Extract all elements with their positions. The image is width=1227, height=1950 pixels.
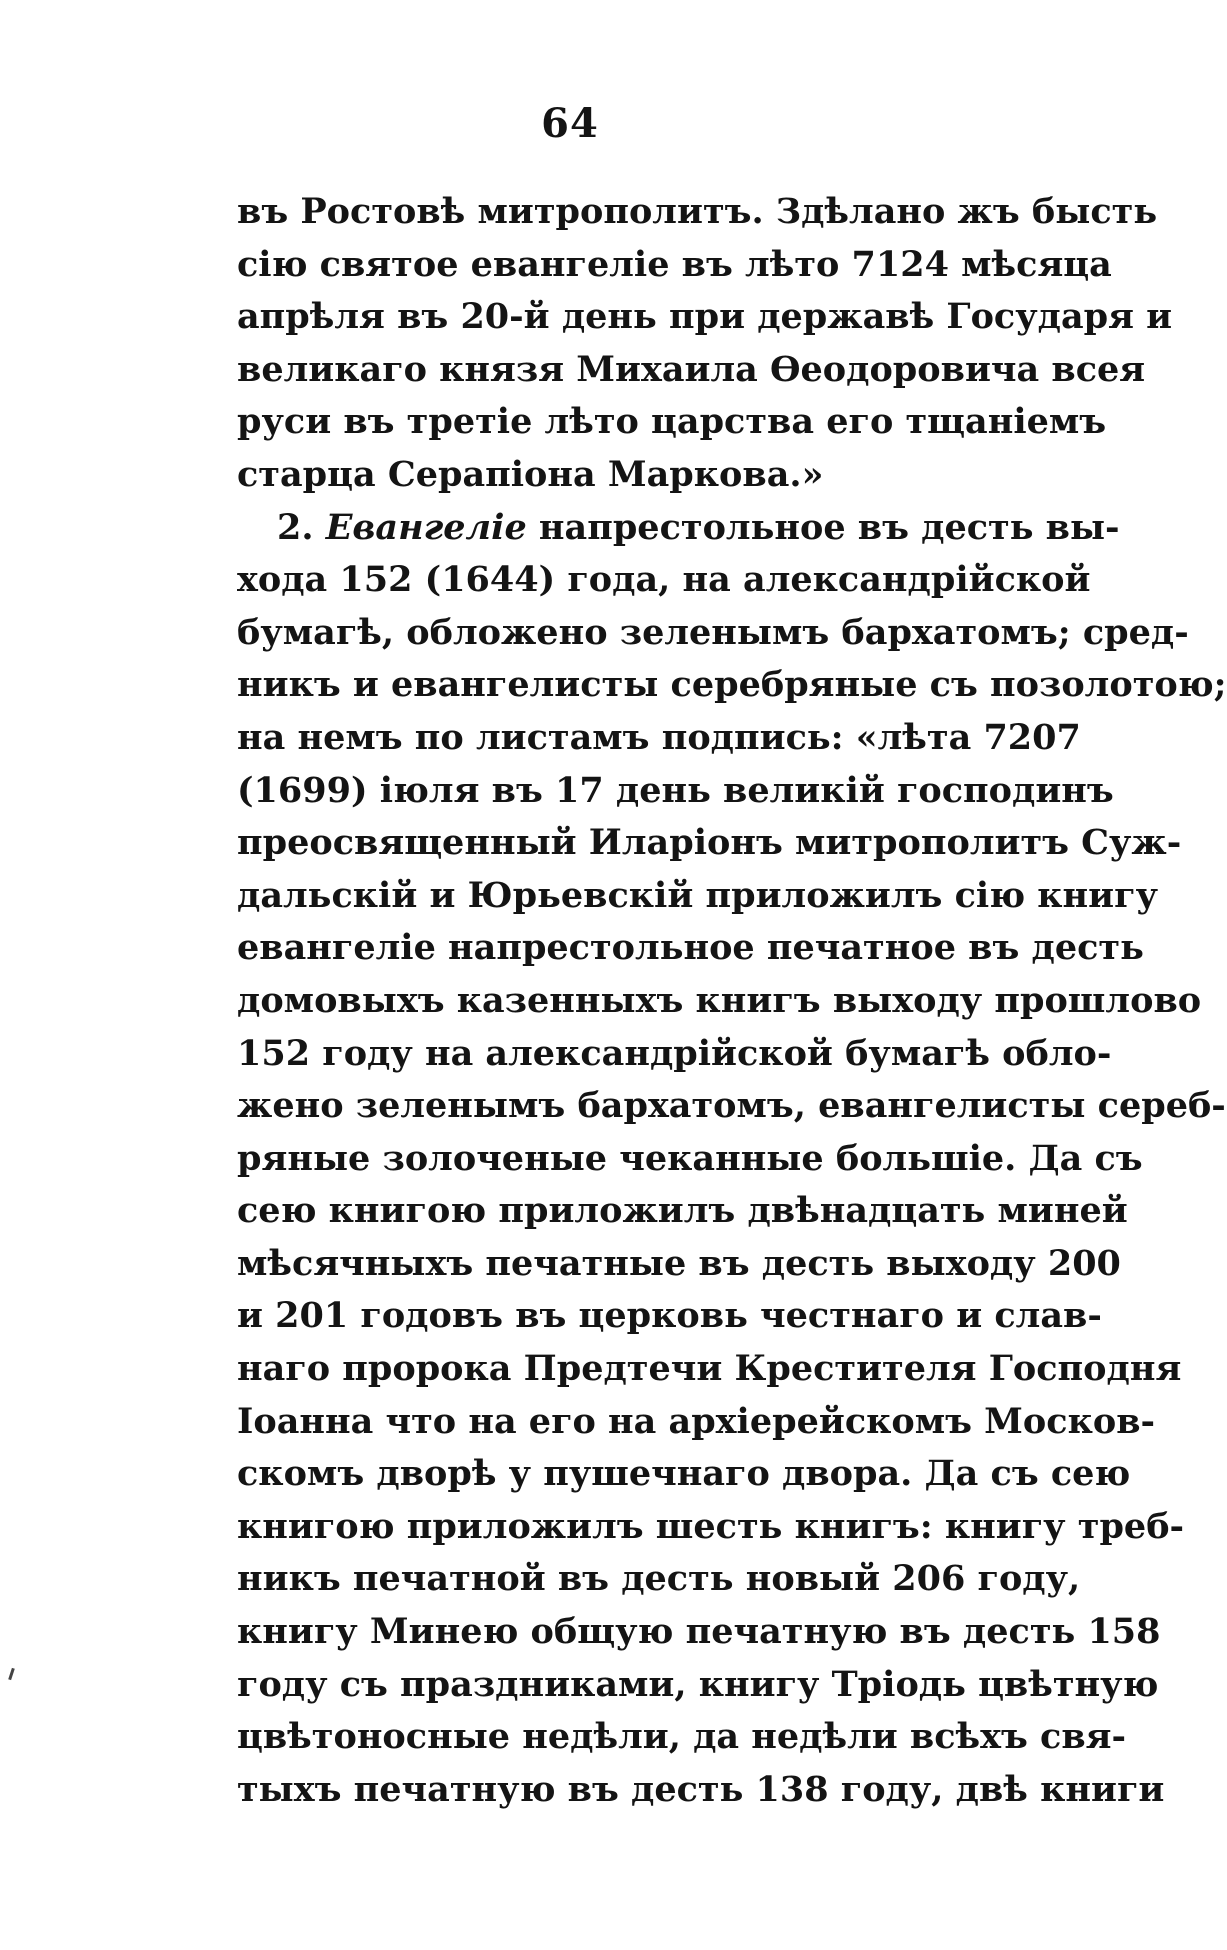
text-line: цвѣтоносные недѣли, да недѣли всѣхъ свя-: [237, 1716, 1127, 1758]
text-line: великаго князя Михаила Өеодоровича всея: [237, 348, 1146, 390]
page-number: 64: [541, 100, 599, 147]
text-line: мѣсячныхъ печатные въ десть выходу 200: [237, 1242, 1121, 1284]
text-line: хода 152 (1644) года, на александрійской: [237, 559, 1091, 601]
text-line: тыхъ печатную въ десть 138 году, двѣ книги: [237, 1768, 1165, 1810]
text-line: наго пророка Предтечи Крестителя Господня: [237, 1348, 1182, 1390]
text-line: апрѣля въ 20-й день при державѣ Государя и: [237, 296, 1173, 338]
text-line: никъ и евангелисты серебряные съ позолотою;: [237, 664, 1227, 706]
text-line: никъ печатной въ десть новый 206 году,: [237, 1558, 1081, 1600]
text-line: сею книгою приложилъ двѣнадцать миней: [237, 1190, 1128, 1232]
text-line: бумагѣ, обложено зеленымъ бархатомъ; сред-: [237, 611, 1189, 653]
text-line: домовыхъ казенныхъ книгъ выходу прошлово: [237, 979, 1202, 1021]
text-line: старца Серапіона Маркова.»: [237, 453, 824, 495]
text-line: Іоанна что на его на архіерейскомъ Москов-: [237, 1400, 1156, 1442]
text-line: на немъ по листамъ подпись: «лѣта 7207: [237, 716, 1081, 758]
text-line: (1699) іюля въ 17 день великій господинъ: [237, 769, 1114, 811]
text-line: преосвященный Иларіонъ митрополитъ Суж-: [237, 822, 1182, 864]
text-line: руси въ третіе лѣто царства его тщаніемъ: [237, 401, 1107, 443]
text-line: евангеліе напрестольное печатное въ десть: [237, 927, 1144, 969]
text-line: книгу Минею общую печатную въ десть 158: [237, 1611, 1161, 1653]
text-line: въ Ростовѣ митрополитъ. Здѣлано жъ бысть: [237, 191, 1158, 232]
paragraph-number: 2.: [277, 506, 314, 548]
text-line: сію святое евангеліе въ лѣто 7124 мѣсяца: [237, 243, 1112, 285]
text-line: дальскій и Юрьевскій приложилъ сію книгу: [237, 874, 1158, 916]
text-line: жено зеленымъ бархатомъ, евангелисты сереб-: [237, 1085, 1226, 1127]
text-line: 152 году на александрійской бумагѣ обло-: [237, 1032, 1112, 1074]
text-line: ряные золоченые чеканные большіе. Да съ: [237, 1137, 1143, 1179]
paragraph-first-line-rest: напрестольное въ десть вы-: [538, 506, 1120, 548]
body-text: [237, 186, 1227, 1816]
text-line: скомъ дворѣ у пушечнаго двора. Да съ сею: [237, 1453, 1131, 1495]
text-line: и 201 годовъ въ церковь честнаго и слав-: [237, 1295, 1102, 1337]
text-line: книгою приложилъ шесть книгъ: книгу треб-: [237, 1505, 1185, 1547]
text-line: году съ праздниками, книгу Тріодь цвѣтную: [237, 1663, 1159, 1705]
paragraph-title: Евангеліе: [325, 506, 527, 548]
paragraph-2-first-line: [237, 502, 1120, 555]
stray-ink-mark: [8, 1668, 15, 1680]
